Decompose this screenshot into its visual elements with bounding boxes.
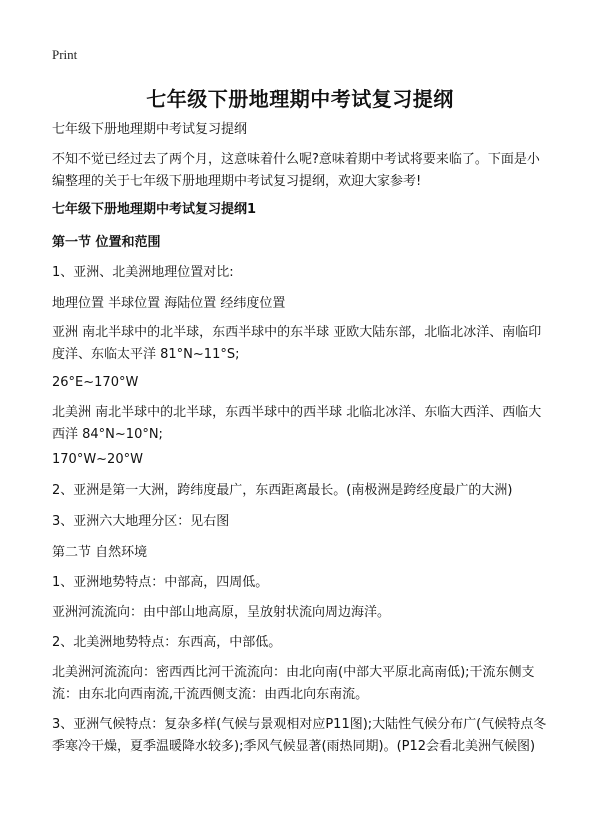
list-item: 2、亚洲是第一大洲，跨纬度最广，东西距离最长。(南极洲是跨经度最广的大洲) bbox=[52, 483, 513, 498]
list-item: 2、北美洲地势特点：东西高，中部低。 bbox=[52, 635, 282, 650]
list-item: 1、亚洲、北美洲地理位置对比: bbox=[52, 265, 234, 280]
north-america-longitude-line: 170°W~20°W bbox=[52, 452, 143, 467]
asia-longitude-line: 26°E~170°W bbox=[52, 375, 139, 390]
chapter-heading: 第一节 位置和范围 bbox=[52, 235, 161, 250]
asia-position-paragraph: 亚洲 南北半球中的北半球，东西半球中的东半球 亚欧大陆东部，北临北冰洋、南临印度洋、东临太平洋 81°N~11°S; bbox=[52, 325, 542, 362]
river-flow-paragraph: 北美洲河流流向：密西西比河干流流向：由北向南(中部大平原北高南低);干流东侧支流：由东北向西南流,干流西侧支流：由西北向东南流。 bbox=[52, 665, 535, 702]
page-title: 七年级下册地理期中考试复习提纲 bbox=[146, 87, 454, 111]
subtitle-paragraph: 七年级下册地理期中考试复习提纲 bbox=[52, 122, 248, 137]
list-item: 3、亚洲六大地理分区：见右图 bbox=[52, 514, 230, 529]
north-america-position-paragraph: 北美洲 南北半球中的北半球，东西半球中的西半球 北临北冰洋、东临大西洋、西临大西洋 84°N~10°N; bbox=[52, 405, 542, 442]
list-item: 1、亚洲地势特点：中部高，四周低。 bbox=[52, 575, 269, 590]
table-header-line: 地理位置 半球位置 海陆位置 经纬度位置 bbox=[52, 296, 286, 311]
intro-paragraph: 不知不觉已经过去了两个月，这意味着什么呢?意味着期中考试将要来临了。下面是小编整理的关于七年级下册地理期中考试复习提纲，欢迎大家参考! bbox=[52, 152, 540, 189]
chapter-heading: 第二节 自然环境 bbox=[52, 545, 148, 560]
print-link[interactable]: Print bbox=[52, 47, 78, 62]
section-heading: 七年级下册地理期中考试复习提纲1 bbox=[52, 202, 257, 217]
climate-paragraph: 3、亚洲气候特点：复杂多样(气候与景观相对应P11图);大陆性气候分布广(气候特点冬季寒冷干燥，夏季温暖降水较多);季风气候显著(雨热同期)。(P12会看北美洲气候图) bbox=[52, 717, 547, 754]
list-item: 亚洲河流流向：由中部山地高原，呈放射状流向周边海洋。 bbox=[52, 605, 391, 620]
